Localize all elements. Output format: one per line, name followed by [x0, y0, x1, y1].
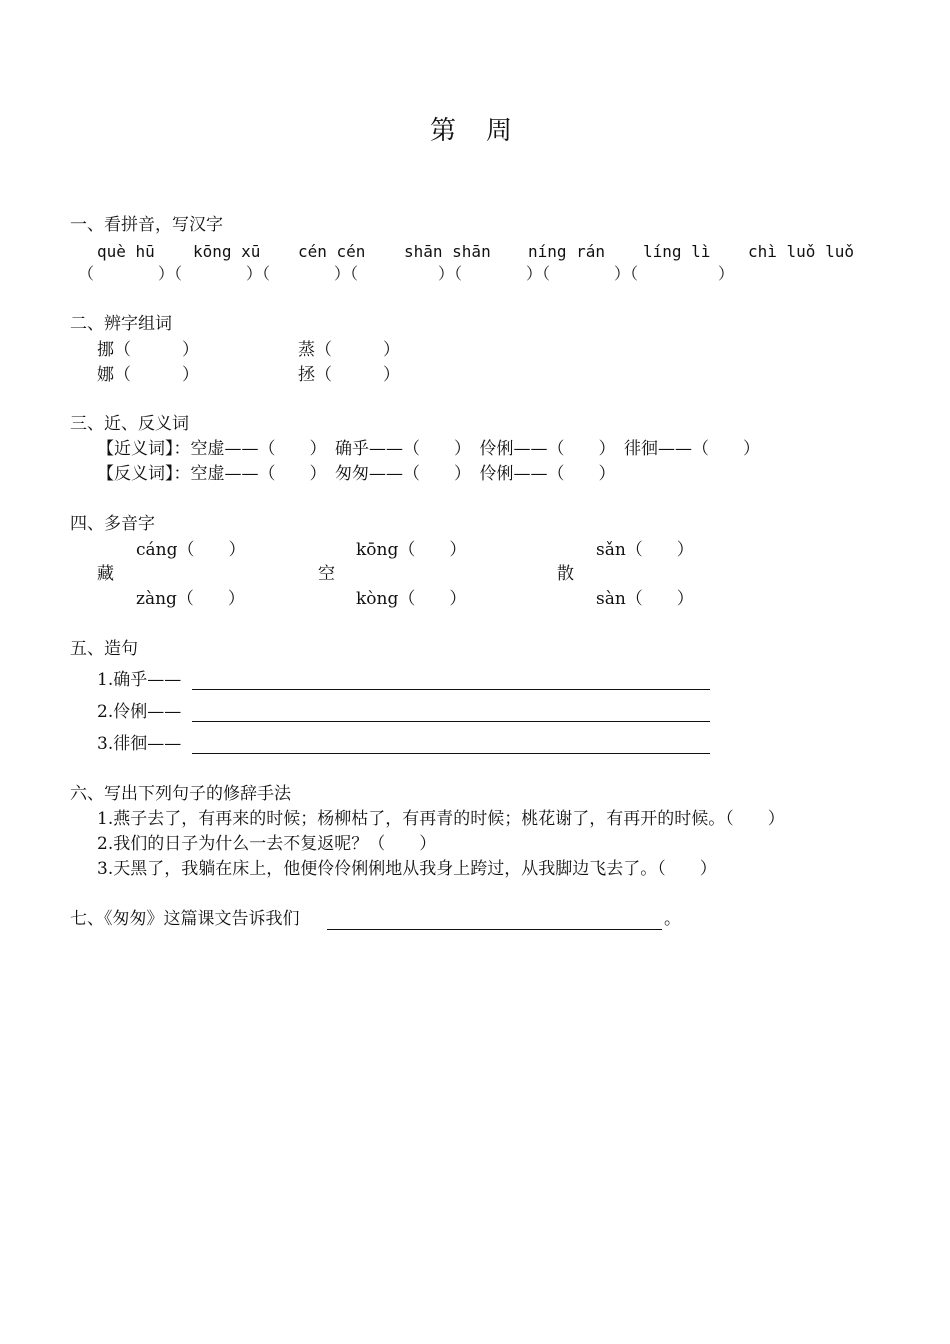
synonym-row: 【近义词】：空虚——（ ） 确乎——（ ） 伶俐——（ ） 徘徊——（ ）	[97, 439, 760, 459]
pinyin-7: chì luǒ luǒ	[748, 242, 854, 261]
section-1-heading: 一、看拼音，写汉字	[70, 215, 223, 235]
pinyin-6: líng lì	[643, 242, 711, 261]
polyphone-char-1: 藏	[97, 564, 114, 584]
rhetoric-item-1: 1.燕子去了，有再来的时候；杨柳枯了，有再青的时候；桃花谢了，有再开的时候。（ ）	[97, 809, 785, 829]
section-7-period: 。	[664, 909, 681, 929]
section-7-prompt: 七、《匆匆》这篇课文告诉我们	[70, 909, 300, 929]
word-item-1: 挪（ ）	[97, 340, 199, 360]
word-item-4: 拯（ ）	[298, 365, 400, 385]
page-title: 第 周	[430, 116, 515, 146]
pinyin-2: kōng xū	[193, 242, 261, 261]
polyphone-bottom-1: zàng（ ）	[136, 589, 245, 609]
section-5-heading: 五、造句	[70, 639, 138, 659]
answer-line-2[interactable]	[192, 721, 710, 722]
pinyin-5: níng rán	[528, 242, 606, 261]
word-item-3: 娜（ ）	[97, 365, 199, 385]
polyphone-char-2: 空	[318, 564, 335, 584]
sentence-item-2: 2.伶俐——	[97, 702, 182, 722]
sentence-item-3: 3.徘徊——	[97, 734, 182, 754]
sentence-item-1: 1.确乎——	[97, 670, 182, 690]
antonym-row: 【反义词】：空虚——（ ） 匆匆——（ ） 伶俐——（ ）	[97, 464, 616, 484]
rhetoric-item-2: 2.我们的日子为什么一去不复返呢？（ ）	[97, 834, 437, 854]
polyphone-top-1: cáng（ ）	[136, 540, 246, 560]
pinyin-1: què hū	[97, 242, 155, 261]
section-3-heading: 三、近、反义词	[70, 414, 189, 434]
pinyin-3: cén cén	[298, 242, 366, 261]
section-6-heading: 六、写出下列句子的修辞手法	[70, 784, 291, 804]
answer-line-3[interactable]	[192, 753, 710, 754]
section-4-heading: 四、多音字	[70, 514, 155, 534]
answer-line-7[interactable]	[327, 929, 662, 930]
polyphone-char-3: 散	[557, 564, 574, 584]
section-2-heading: 二、辨字组词	[70, 314, 172, 334]
rhetoric-item-3: 3.天黑了，我躺在床上，他便伶伶俐俐地从我身上跨过，从我脚边飞去了。（ ）	[97, 859, 717, 879]
polyphone-bottom-3: sàn（ ）	[596, 589, 694, 609]
polyphone-bottom-2: kòng（ ）	[356, 589, 467, 609]
polyphone-top-2: kōng（ ）	[356, 540, 467, 560]
word-item-2: 蒸（ ）	[298, 340, 400, 360]
pinyin-4: shān shān	[404, 242, 491, 261]
answer-line-1[interactable]	[192, 689, 710, 690]
answer-brackets: （ ）（ ）（ ）（ ）（ ）（ ）（ ）	[78, 264, 735, 283]
polyphone-top-3: sǎn（ ）	[596, 540, 694, 560]
